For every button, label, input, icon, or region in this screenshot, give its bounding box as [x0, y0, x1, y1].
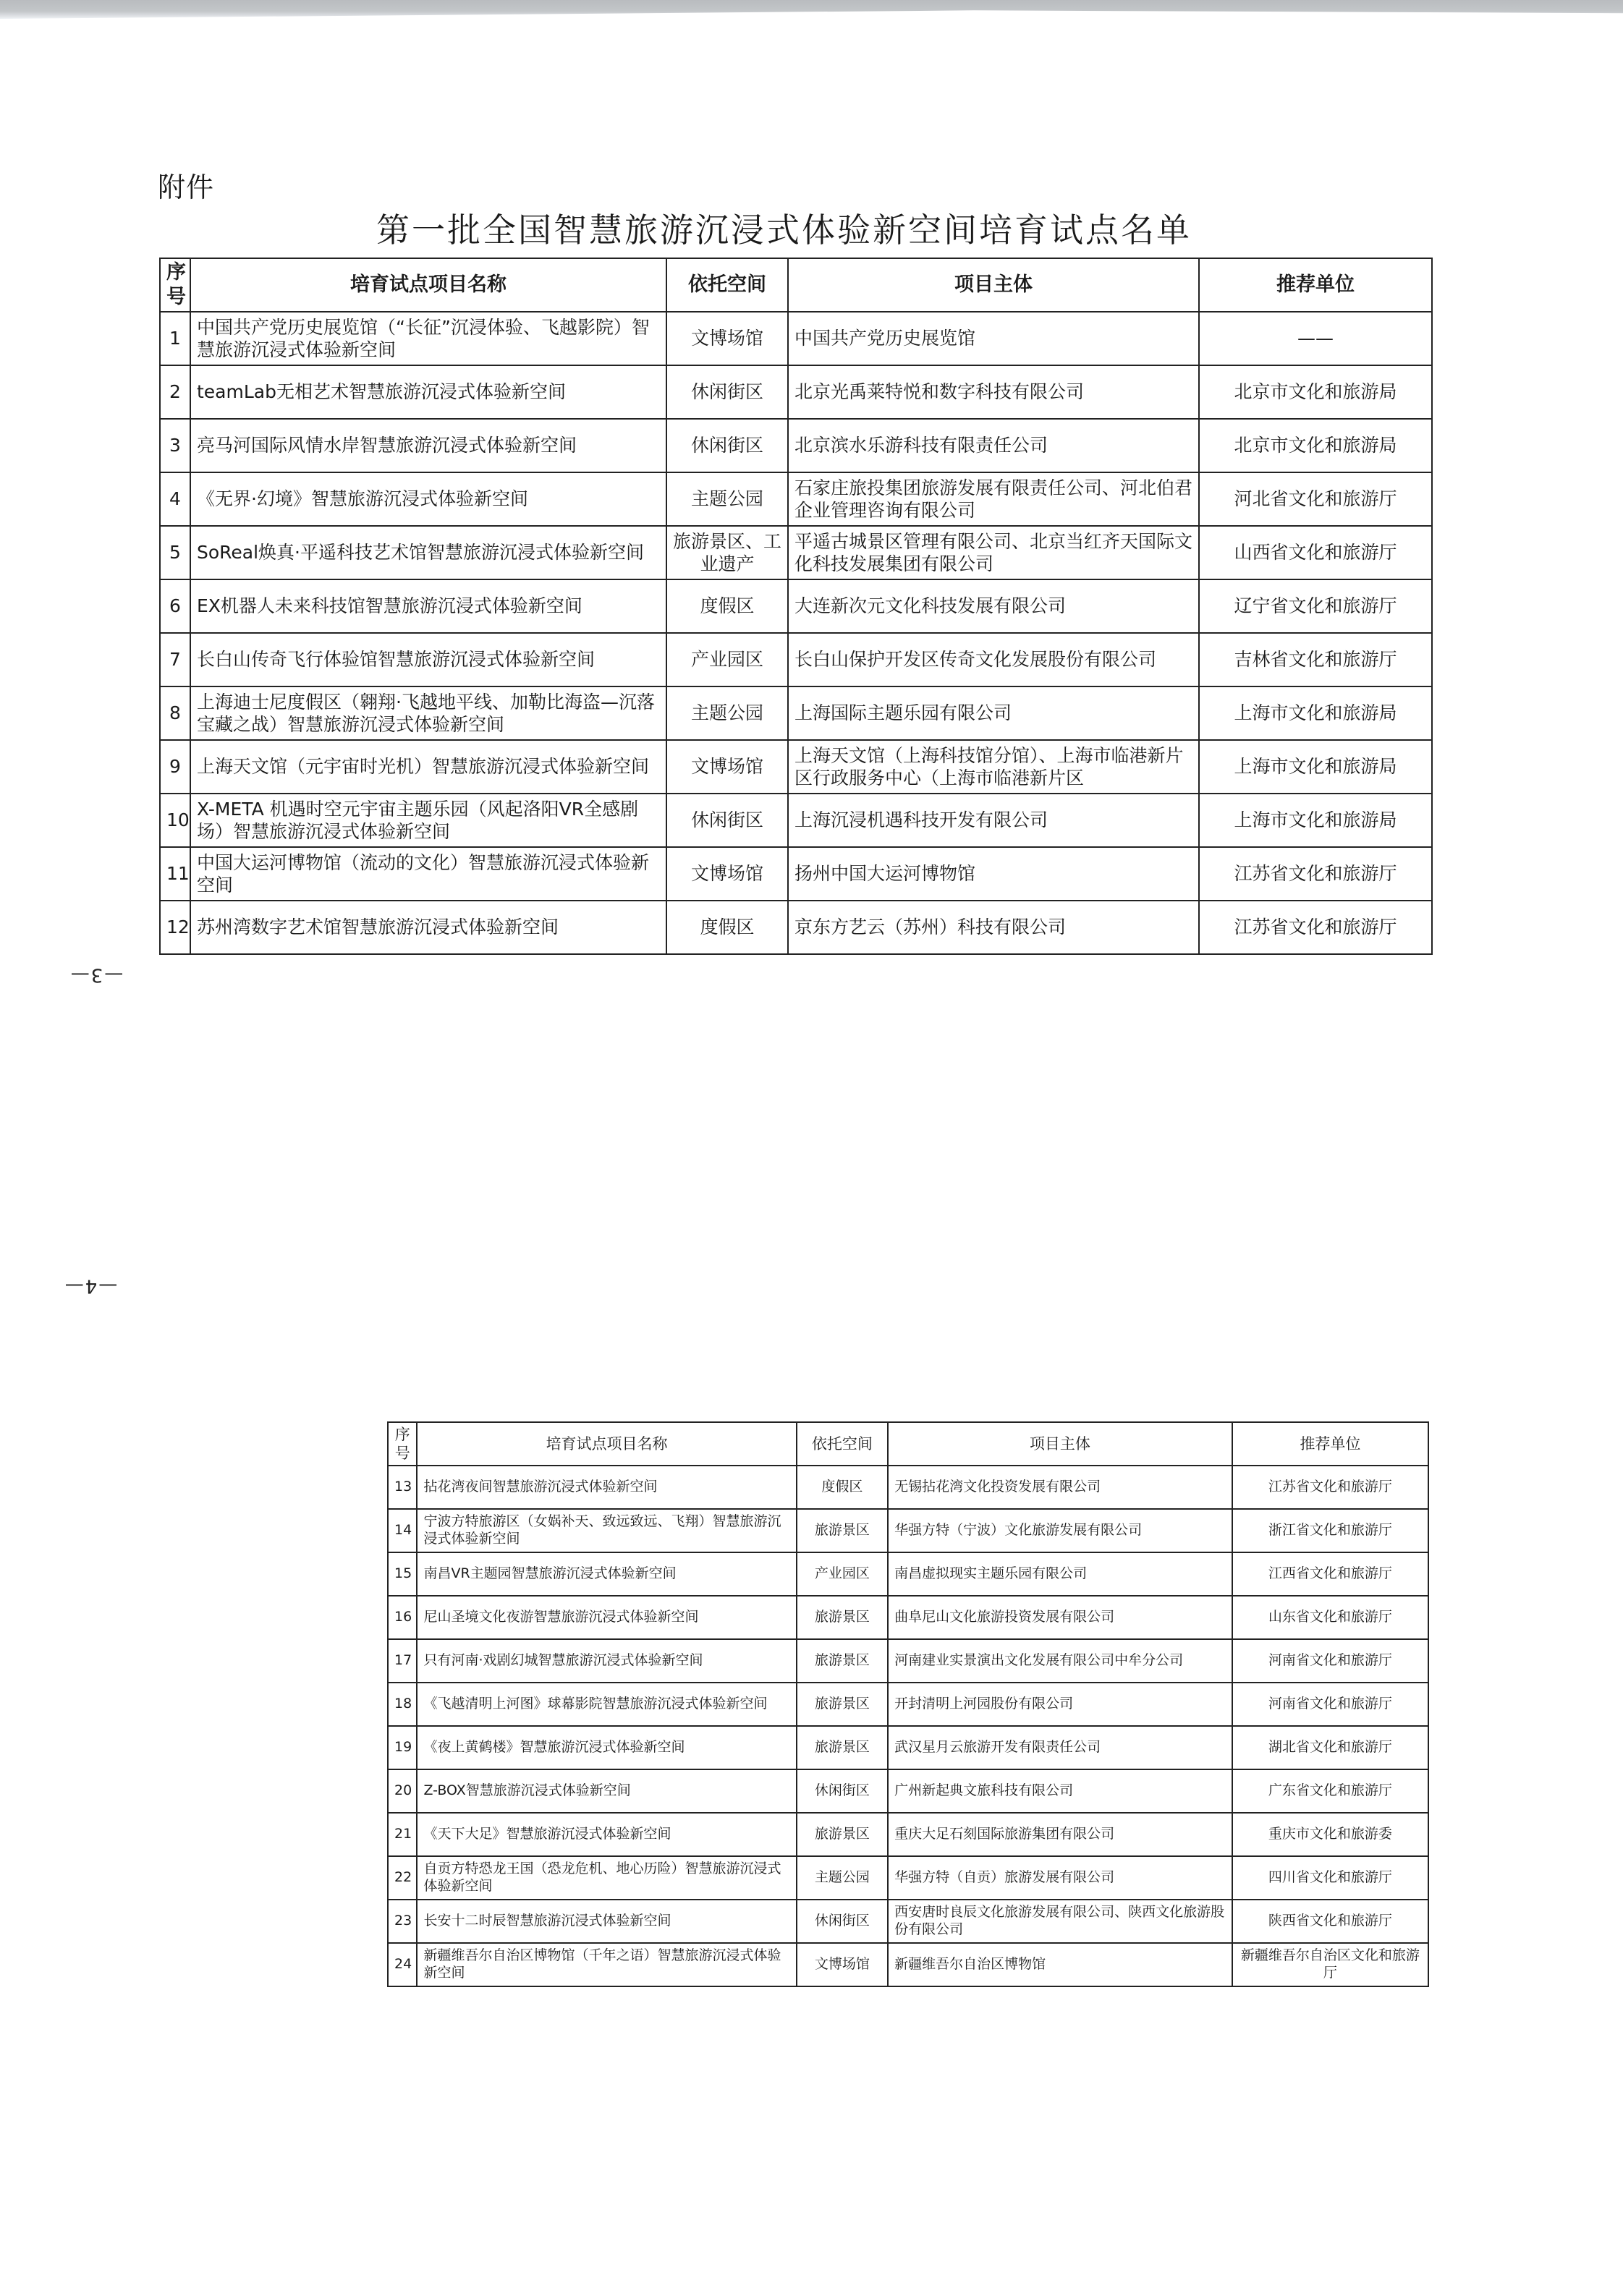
cell-subject: 长白山保护开发区传奇文化发展股份有限公司 — [788, 633, 1199, 686]
cell-no: 1 — [160, 312, 190, 365]
cell-no: 16 — [388, 1596, 417, 1639]
cell-name: teamLab无相艺术智慧旅游沉浸式体验新空间 — [190, 365, 666, 419]
pilot-list-table-page4 — [387, 1421, 1429, 1987]
cell-no: 20 — [388, 1769, 417, 1813]
cell-no: 17 — [388, 1639, 417, 1683]
cell-space: 旅游景区 — [797, 1813, 888, 1856]
cell-subject: 华强方特（宁波）文化旅游发展有限公司 — [888, 1509, 1232, 1552]
cell-rec: 河南省文化和旅游厅 — [1232, 1639, 1428, 1683]
page-number-marker: —3— — [69, 964, 124, 986]
cell-no: 4 — [160, 472, 190, 526]
cell-name: 《无界·幻境》智慧旅游沉浸式体验新空间 — [190, 472, 666, 526]
cell-rec: 江苏省文化和旅游厅 — [1199, 847, 1432, 901]
cell-rec: —— — [1199, 312, 1432, 365]
cell-subject: 中国共产党历史展览馆 — [788, 312, 1199, 365]
cell-rec: 陕西省文化和旅游厅 — [1232, 1900, 1428, 1943]
table-row — [160, 633, 1432, 686]
table-row — [160, 740, 1432, 794]
cell-name: 长白山传奇飞行体验馆智慧旅游沉浸式体验新空间 — [190, 633, 666, 686]
cell-subject: 重庆大足石刻国际旅游集团有限公司 — [888, 1813, 1232, 1856]
table-row — [388, 1769, 1428, 1813]
cell-space: 产业园区 — [666, 633, 788, 686]
col-header-recommender: 推荐单位 — [1199, 258, 1432, 312]
table-row — [388, 1466, 1428, 1509]
table-row — [388, 1639, 1428, 1683]
cell-name: 拈花湾夜间智慧旅游沉浸式体验新空间 — [417, 1466, 796, 1509]
col-header-space: 依托空间 — [666, 258, 788, 312]
cell-rec: 吉林省文化和旅游厅 — [1199, 633, 1432, 686]
cell-no: 19 — [388, 1726, 417, 1769]
cell-no: 21 — [388, 1813, 417, 1856]
cell-subject: 河南建业实景演出文化发展有限公司中牟分公司 — [888, 1639, 1232, 1683]
table-header-row — [160, 258, 1432, 312]
cell-no: 12 — [160, 901, 190, 954]
table-row — [160, 472, 1432, 526]
cell-name: 新疆维吾尔自治区博物馆（千年之语）智慧旅游沉浸式体验新空间 — [417, 1943, 796, 1986]
cell-space: 旅游景区 — [797, 1639, 888, 1683]
table-row — [160, 794, 1432, 847]
cell-space: 主题公园 — [666, 686, 788, 740]
cell-name: 尼山圣境文化夜游智慧旅游沉浸式体验新空间 — [417, 1596, 796, 1639]
table-row — [160, 686, 1432, 740]
table-row — [388, 1509, 1428, 1552]
cell-rec: 江西省文化和旅游厅 — [1232, 1552, 1428, 1596]
col-header-subject: 项目主体 — [788, 258, 1199, 312]
cell-rec: 上海市文化和旅游局 — [1199, 686, 1432, 740]
cell-name: 上海天文馆（元宇宙时光机）智慧旅游沉浸式体验新空间 — [190, 740, 666, 794]
col-header-no: 序号 — [160, 258, 190, 312]
table-row — [160, 419, 1432, 472]
cell-space: 旅游景区 — [797, 1509, 888, 1552]
cell-no: 8 — [160, 686, 190, 740]
cell-subject: 北京光禹莱特悦和数字科技有限公司 — [788, 365, 1199, 419]
cell-no: 2 — [160, 365, 190, 419]
cell-subject: 上海天文馆（上海科技馆分馆）、上海市临港新片区行政服务中心（上海市临港新片区 — [788, 740, 1199, 794]
cell-subject: 扬州中国大运河博物馆 — [788, 847, 1199, 901]
cell-subject: 无锡拈花湾文化投资发展有限公司 — [888, 1466, 1232, 1509]
cell-name: X-META 机遇时空元宇宙主题乐园（风起洛阳VR全感剧场）智慧旅游沉浸式体验新空间 — [190, 794, 666, 847]
cell-space: 主题公园 — [666, 472, 788, 526]
table-row — [388, 1813, 1428, 1856]
cell-no: 24 — [388, 1943, 417, 1986]
cell-space: 休闲街区 — [666, 365, 788, 419]
cell-space: 休闲街区 — [666, 419, 788, 472]
cell-name: 亮马河国际风情水岸智慧旅游沉浸式体验新空间 — [190, 419, 666, 472]
cell-no: 15 — [388, 1552, 417, 1596]
table-row — [388, 1683, 1428, 1726]
cell-name: 中国大运河博物馆（流动的文化）智慧旅游沉浸式体验新空间 — [190, 847, 666, 901]
cell-no: 5 — [160, 526, 190, 579]
cell-subject: 西安唐时良辰文化旅游发展有限公司、陕西文化旅游股份有限公司 — [888, 1900, 1232, 1943]
cell-name: 南昌VR主题园智慧旅游沉浸式体验新空间 — [417, 1552, 796, 1596]
cell-name: EX机器人未来科技馆智慧旅游沉浸式体验新空间 — [190, 579, 666, 633]
cell-subject: 广州新起典文旅科技有限公司 — [888, 1769, 1232, 1813]
cell-no: 14 — [388, 1509, 417, 1552]
col-header-no: 序号 — [388, 1422, 417, 1466]
cell-subject: 新疆维吾尔自治区博物馆 — [888, 1943, 1232, 1986]
cell-rec: 四川省文化和旅游厅 — [1232, 1856, 1428, 1900]
table-row — [388, 1596, 1428, 1639]
table-row — [160, 847, 1432, 901]
cell-no: 7 — [160, 633, 190, 686]
cell-space: 文博场馆 — [666, 312, 788, 365]
cell-no: 10 — [160, 794, 190, 847]
table-row — [160, 312, 1432, 365]
cell-rec: 上海市文化和旅游局 — [1199, 794, 1432, 847]
attachment-label: 附件 — [158, 171, 215, 203]
cell-space: 旅游景区 — [797, 1726, 888, 1769]
table-row — [160, 579, 1432, 633]
cell-name: 只有河南·戏剧幻城智慧旅游沉浸式体验新空间 — [417, 1639, 796, 1683]
cell-subject: 京东方艺云（苏州）科技有限公司 — [788, 901, 1199, 954]
cell-rec: 辽宁省文化和旅游厅 — [1199, 579, 1432, 633]
cell-name: Z-BOX智慧旅游沉浸式体验新空间 — [417, 1769, 796, 1813]
cell-rec: 湖北省文化和旅游厅 — [1232, 1726, 1428, 1769]
cell-space: 产业园区 — [797, 1552, 888, 1596]
cell-rec: 山西省文化和旅游厅 — [1199, 526, 1432, 579]
cell-subject: 上海国际主题乐园有限公司 — [788, 686, 1199, 740]
cell-rec: 上海市文化和旅游局 — [1199, 740, 1432, 794]
cell-no: 9 — [160, 740, 190, 794]
cell-space: 休闲街区 — [797, 1900, 888, 1943]
cell-space: 文博场馆 — [666, 847, 788, 901]
cell-space: 度假区 — [666, 579, 788, 633]
cell-subject: 北京滨水乐游科技有限责任公司 — [788, 419, 1199, 472]
cell-no: 18 — [388, 1683, 417, 1726]
table-row — [388, 1856, 1428, 1900]
cell-no: 6 — [160, 579, 190, 633]
table-row — [160, 365, 1432, 419]
cell-space: 文博场馆 — [797, 1943, 888, 1986]
cell-subject: 曲阜尼山文化旅游投资发展有限公司 — [888, 1596, 1232, 1639]
table-row — [160, 901, 1432, 954]
cell-rec: 江苏省文化和旅游厅 — [1232, 1466, 1428, 1509]
cell-no: 11 — [160, 847, 190, 901]
scan-edge-artifact — [0, 0, 1623, 19]
cell-space: 旅游景区、工业遗产 — [666, 526, 788, 579]
cell-rec: 新疆维吾尔自治区文化和旅游厅 — [1232, 1943, 1428, 1986]
col-header-space: 依托空间 — [797, 1422, 888, 1466]
cell-rec: 重庆市文化和旅游委 — [1232, 1813, 1428, 1856]
col-header-name: 培育试点项目名称 — [417, 1422, 796, 1466]
cell-name: 苏州湾数字艺术馆智慧旅游沉浸式体验新空间 — [190, 901, 666, 954]
cell-name: 《飞越清明上河图》球幕影院智慧旅游沉浸式体验新空间 — [417, 1683, 796, 1726]
cell-subject: 武汉星月云旅游开发有限责任公司 — [888, 1726, 1232, 1769]
cell-rec: 广东省文化和旅游厅 — [1232, 1769, 1428, 1813]
table-row — [388, 1726, 1428, 1769]
pilot-list-table-page3 — [159, 258, 1433, 955]
cell-space: 休闲街区 — [666, 794, 788, 847]
cell-subject: 开封清明上河园股份有限公司 — [888, 1683, 1232, 1726]
cell-subject: 南昌虚拟现实主题乐园有限公司 — [888, 1552, 1232, 1596]
cell-name: SoReal焕真·平遥科技艺术馆智慧旅游沉浸式体验新空间 — [190, 526, 666, 579]
cell-no: 3 — [160, 419, 190, 472]
cell-rec: 江苏省文化和旅游厅 — [1199, 901, 1432, 954]
cell-space: 旅游景区 — [797, 1596, 888, 1639]
cell-rec: 河南省文化和旅游厅 — [1232, 1683, 1428, 1726]
cell-rec: 北京市文化和旅游局 — [1199, 419, 1432, 472]
cell-name: 自贡方特恐龙王国（恐龙危机、地心历险）智慧旅游沉浸式体验新空间 — [417, 1856, 796, 1900]
cell-subject: 石家庄旅投集团旅游发展有限责任公司、河北伯君企业管理咨询有限公司 — [788, 472, 1199, 526]
cell-name: 《天下大足》智慧旅游沉浸式体验新空间 — [417, 1813, 796, 1856]
cell-no: 22 — [388, 1856, 417, 1900]
cell-space: 主题公园 — [797, 1856, 888, 1900]
page-number-marker: —4— — [63, 1275, 118, 1297]
cell-name: 《夜上黄鹤楼》智慧旅游沉浸式体验新空间 — [417, 1726, 796, 1769]
cell-subject: 华强方特（自贡）旅游发展有限公司 — [888, 1856, 1232, 1900]
cell-rec: 山东省文化和旅游厅 — [1232, 1596, 1428, 1639]
table-row — [388, 1900, 1428, 1943]
cell-space: 休闲街区 — [797, 1769, 888, 1813]
document-title: 第一批全国智慧旅游沉浸式体验新空间培育试点名单 — [376, 211, 1192, 250]
cell-no: 23 — [388, 1900, 417, 1943]
cell-subject: 平遥古城景区管理有限公司、北京当红齐天国际文化科技发展集团有限公司 — [788, 526, 1199, 579]
table-row — [388, 1943, 1428, 1986]
col-header-name: 培育试点项目名称 — [190, 258, 666, 312]
cell-name: 长安十二时辰智慧旅游沉浸式体验新空间 — [417, 1900, 796, 1943]
cell-rec: 浙江省文化和旅游厅 — [1232, 1509, 1428, 1552]
table-header-row — [388, 1422, 1428, 1466]
cell-space: 旅游景区 — [797, 1683, 888, 1726]
cell-space: 度假区 — [797, 1466, 888, 1509]
cell-space: 文博场馆 — [666, 740, 788, 794]
cell-space: 度假区 — [666, 901, 788, 954]
cell-rec: 河北省文化和旅游厅 — [1199, 472, 1432, 526]
cell-name: 宁波方特旅游区（女娲补天、致远致远、飞翔）智慧旅游沉浸式体验新空间 — [417, 1509, 796, 1552]
col-header-recommender: 推荐单位 — [1232, 1422, 1428, 1466]
cell-name: 中国共产党历史展览馆（“长征”沉浸体验、飞越影院）智慧旅游沉浸式体验新空间 — [190, 312, 666, 365]
table-row — [160, 526, 1432, 579]
table-row — [388, 1552, 1428, 1596]
cell-rec: 北京市文化和旅游局 — [1199, 365, 1432, 419]
cell-name: 上海迪士尼度假区（翱翔·飞越地平线、加勒比海盗—沉落宝藏之战）智慧旅游沉浸式体验新空间 — [190, 686, 666, 740]
col-header-subject: 项目主体 — [888, 1422, 1232, 1466]
cell-no: 13 — [388, 1466, 417, 1509]
cell-subject: 大连新次元文化科技发展有限公司 — [788, 579, 1199, 633]
cell-subject: 上海沉浸机遇科技开发有限公司 — [788, 794, 1199, 847]
